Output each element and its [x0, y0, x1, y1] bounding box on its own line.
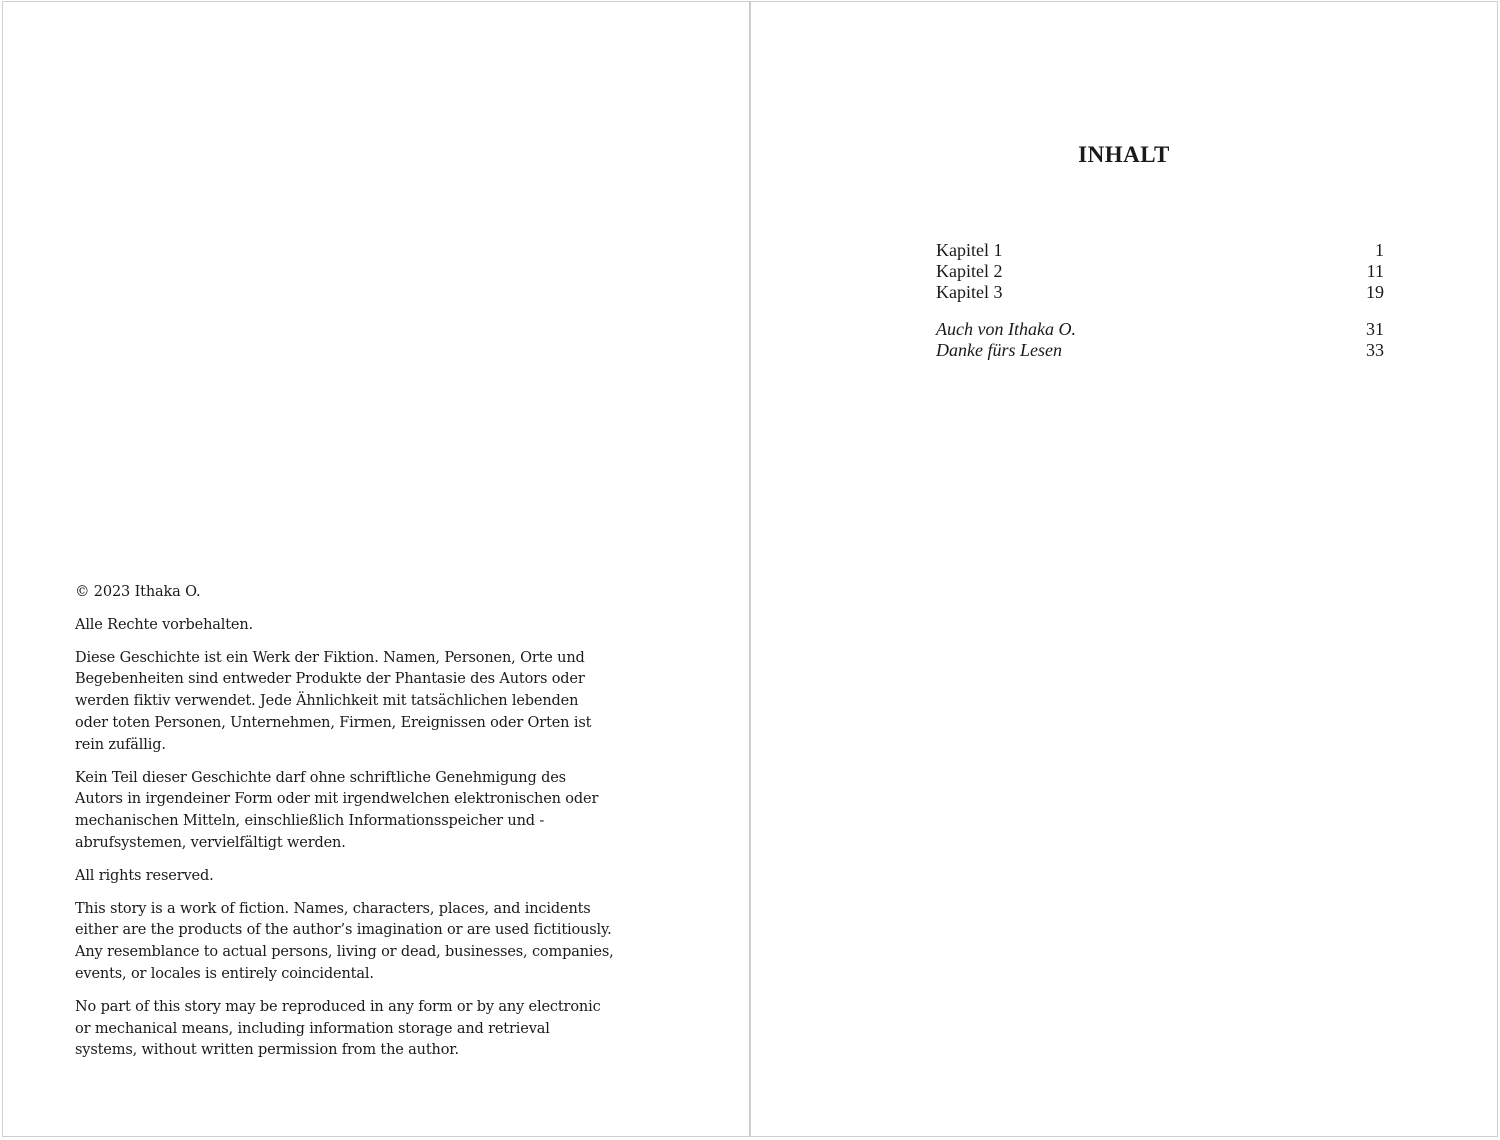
toc-entry[interactable]	[936, 340, 1384, 361]
reproduction-notice-en: No part of this story may be reproduced in any form or by any electronic or mechanical means, including information storage and retrieval systems, without written permission from the author.	[75, 998, 601, 1059]
copyright-page	[2, 1, 750, 1137]
toc-entry-label: Kapitel 2	[936, 261, 1003, 281]
toc-back-matter	[936, 319, 1384, 361]
toc-chapters	[936, 240, 1384, 303]
table-of-contents	[936, 240, 1384, 361]
fiction-disclaimer-de: Diese Geschichte ist ein Werk der Fiktion. Namen, Personen, Orte und Begebenheiten sind entweder Produkte der Phantasie des Autors oder werden fiktiv verwendet. Jede Ähnlichkeit mit tatsächlichen lebenden oder toten Personen, Unternehmen, Firmen, Ereignissen oder Orten ist rein zufällig.	[75, 649, 592, 753]
toc-entry-page: 1	[1375, 240, 1384, 260]
rights-reserved-en: All rights reserved.	[75, 867, 214, 884]
reproduction-notice-de: Kein Teil dieser Geschichte darf ohne schriftliche Genehmigung des Autors in irgendeiner Form oder mit irgendwelchen elektronischen oder mechanischen Mitteln, einschließlich Informationsspeicher und -abrufsystemen, vervielfältigt werden.	[75, 769, 599, 851]
fiction-disclaimer-en: This story is a work of fiction. Names, characters, places, and incidents either are the products of the author’s imagination or are used fictitiously. Any resemblance to actual persons, living or dead, businesses, companies, events, or locales is entirely coincidental.	[75, 900, 614, 982]
toc-entry-label: Auch von Ithaka O.	[936, 319, 1076, 339]
toc-entry-page: 33	[1366, 340, 1384, 360]
contents-page	[750, 1, 1498, 1137]
toc-entry[interactable]	[936, 261, 1384, 282]
toc-entry-label: Kapitel 1	[936, 240, 1003, 260]
toc-entry-page: 19	[1366, 282, 1384, 302]
copyright-line: © 2023 Ithaka O.	[75, 584, 201, 600]
toc-entry[interactable]	[936, 319, 1384, 340]
toc-entry-label: Kapitel 3	[936, 282, 1003, 302]
rights-reserved-de: Alle Rechte vorbehalten.	[75, 616, 254, 633]
toc-entry-page: 31	[1366, 319, 1384, 339]
toc-title: INHALT	[1078, 142, 1170, 167]
copyright-block	[75, 582, 615, 1073]
toc-entry[interactable]	[936, 240, 1384, 261]
toc-entry-page: 11	[1366, 261, 1384, 281]
toc-entry-label: Danke fürs Lesen	[936, 340, 1062, 360]
toc-entry[interactable]	[936, 282, 1384, 303]
